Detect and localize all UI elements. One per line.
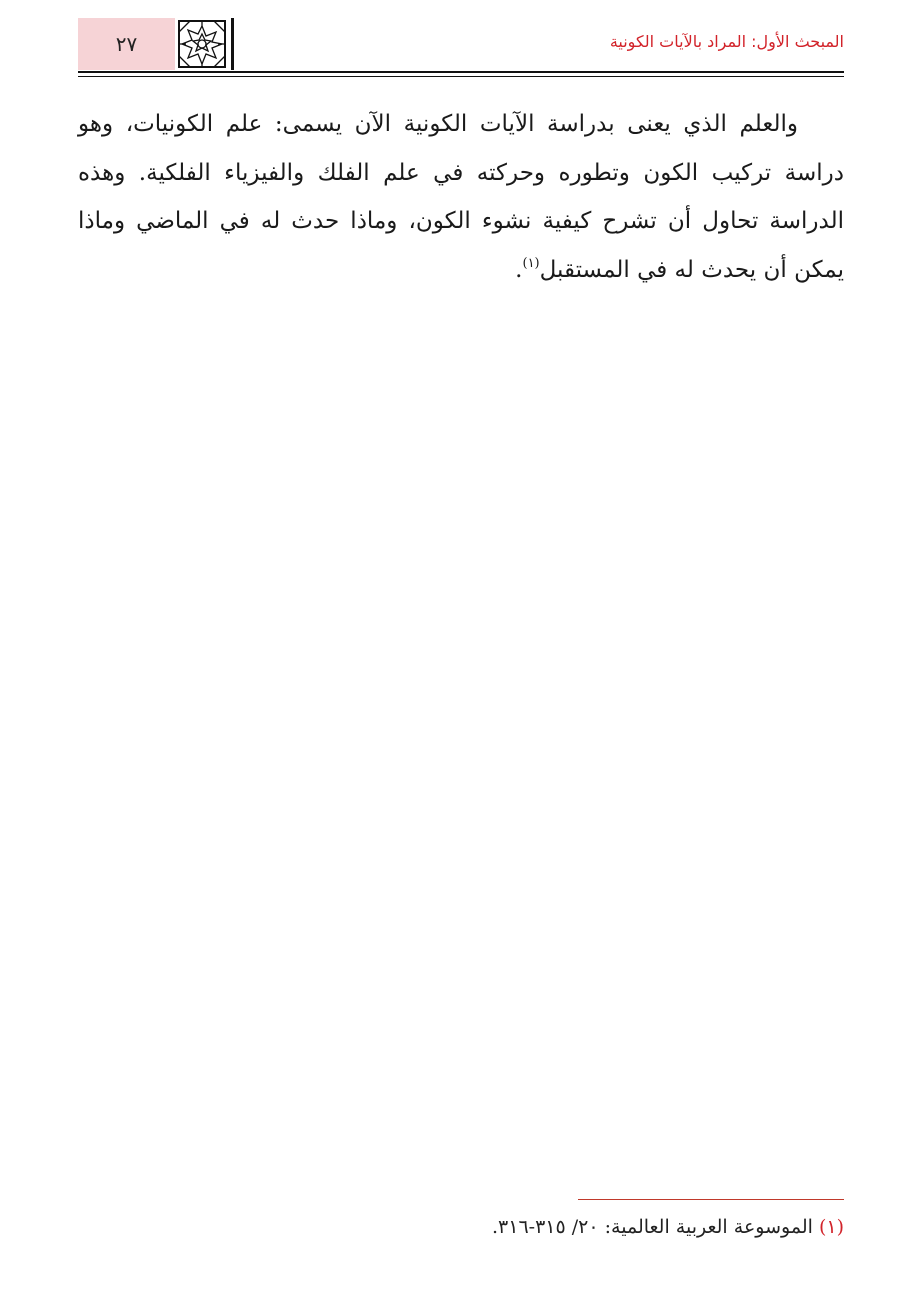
footnote-separator: [578, 1199, 844, 1200]
header-rule-thin: [78, 76, 844, 77]
footnote-marker[interactable]: (١): [522, 255, 540, 271]
footnote-number: (١): [818, 1216, 844, 1238]
closing-punctuation: .: [515, 256, 523, 283]
page-number: ٢٧: [115, 32, 138, 56]
header-rule: [78, 71, 844, 73]
islamic-star-ornament-icon: [178, 20, 226, 68]
paragraph-text: والعلم الذي يعنى بدراسة الآيات الكونية الآن يسمى: علم الكونيات، وهو دراسة تركيب الكون وتطوره وحركته في علم الفلك والفيزياء الفلكية. وهذه الدراسة تحاول أن تشرح كيفية نشوء الكون، وماذا حدث له في الماضي وماذا يمكن أن يحدث له في المستقبل: [78, 111, 844, 283]
footnote: [492, 1216, 844, 1238]
ornament-divider: [231, 18, 234, 70]
running-title: المبحث الأول: المراد بالآيات الكونية: [609, 32, 844, 51]
page-header: [78, 18, 844, 74]
footnote-text: الموسوعة العربية العالمية: ٢٠/ ٣١٥-٣١٦.: [492, 1216, 813, 1238]
body-paragraph: [78, 100, 844, 294]
